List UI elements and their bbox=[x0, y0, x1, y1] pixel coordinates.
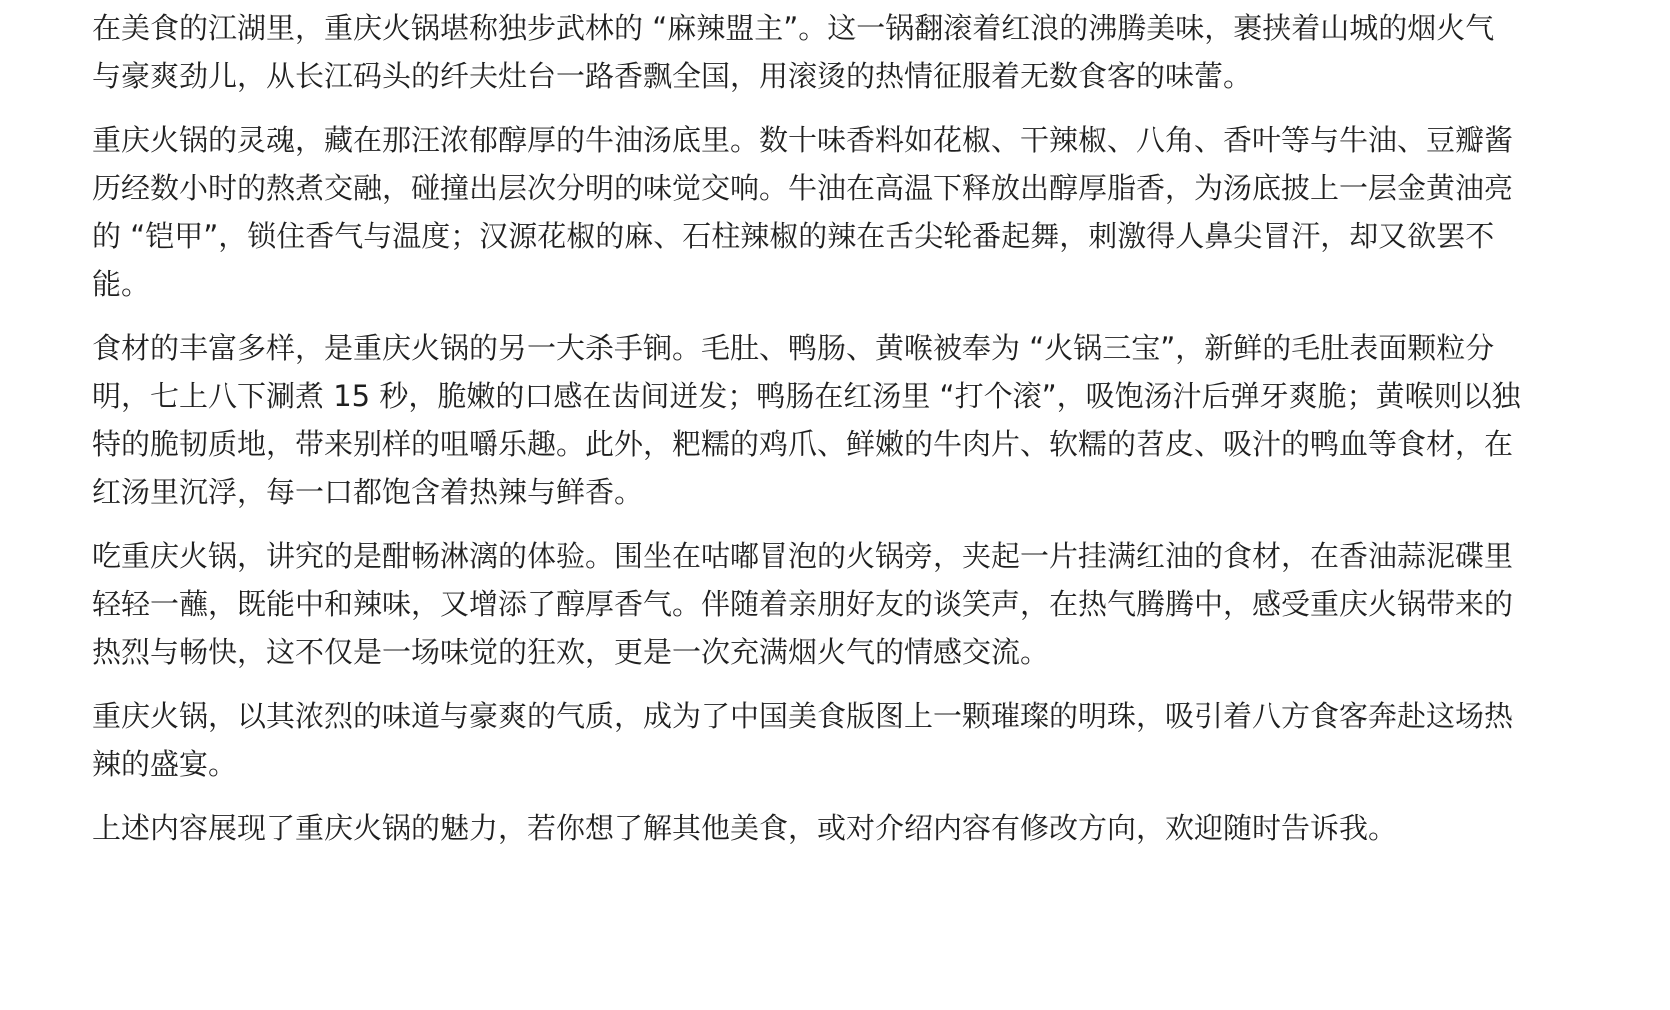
paragraph-experience: 吃重庆火锅，讲究的是酣畅淋漓的体验。围坐在咕嘟冒泡的火锅旁，夹起一片挂满红油的食材，在香油蒜泥碟里轻轻一蘸，既能中和辣味，又增添了醇厚香气。伴随着亲朋好友的谈笑声，在热气腾腾中，感受重庆火锅带来的热烈与畅快，这不仅是一场味觉的狂欢，更是一次充满烟火气的情感交流。 bbox=[92, 539, 1514, 669]
paragraph-conclusion: 重庆火锅，以其浓烈的味道与豪爽的气质，成为了中国美食版图上一颗璀璨的明珠，吸引着八方食客奔赴这场热辣的盛宴。 bbox=[92, 699, 1514, 781]
paragraph-soup-base: 重庆火锅的灵魂，藏在那汪浓郁醇厚的牛油汤底里。数十味香料如花椒、干辣椒、八角、香叶等与牛油、豆瓣酱历经数小时的熬煮交融，碰撞出层次分明的味觉交响。牛油在高温下释放出醇厚脂香，为汤底披上一层金黄油亮的 “铠甲”，锁住香气与温度；汉源花椒的麻、石柱辣椒的辣在舌尖轮番起舞，刺激得人鼻尖冒汗，却又欲罢不能。 bbox=[92, 123, 1514, 301]
paragraph-closing-note: 上述内容展现了重庆火锅的魅力，若你想了解其他美食，或对介绍内容有修改方向，欢迎随时告诉我。 bbox=[92, 811, 1398, 845]
article-body bbox=[92, 4, 1522, 868]
paragraph-ingredients: 食材的丰富多样，是重庆火锅的另一大杀手锏。毛肚、鸭肠、黄喉被奉为 “火锅三宝”，新鲜的毛肚表面颗粒分明，七上八下涮煮 15 秒，脆嫩的口感在齿间迸发；鸭肠在红汤里 “打个滚”，吸饱汤汁后弹牙爽脆；黄喉则以独特的脆韧质地，带来别样的咀嚼乐趣。此外，粑糯的鸡爪、鲜嫩的牛肉片、软糯的苕皮、吸汁的鸭血等食材，在红汤里沉浮，每一口都饱含着热辣与鲜香。 bbox=[92, 331, 1521, 509]
paragraph-intro: 在美食的江湖里，重庆火锅堪称独步武林的 “麻辣盟主”。这一锅翻滚着红浪的沸腾美味，裹挟着山城的烟火气与豪爽劲儿，从长江码头的纤夫灶台一路香飘全国，用滚烫的热情征服着无数食客的味蕾。 bbox=[92, 11, 1495, 93]
